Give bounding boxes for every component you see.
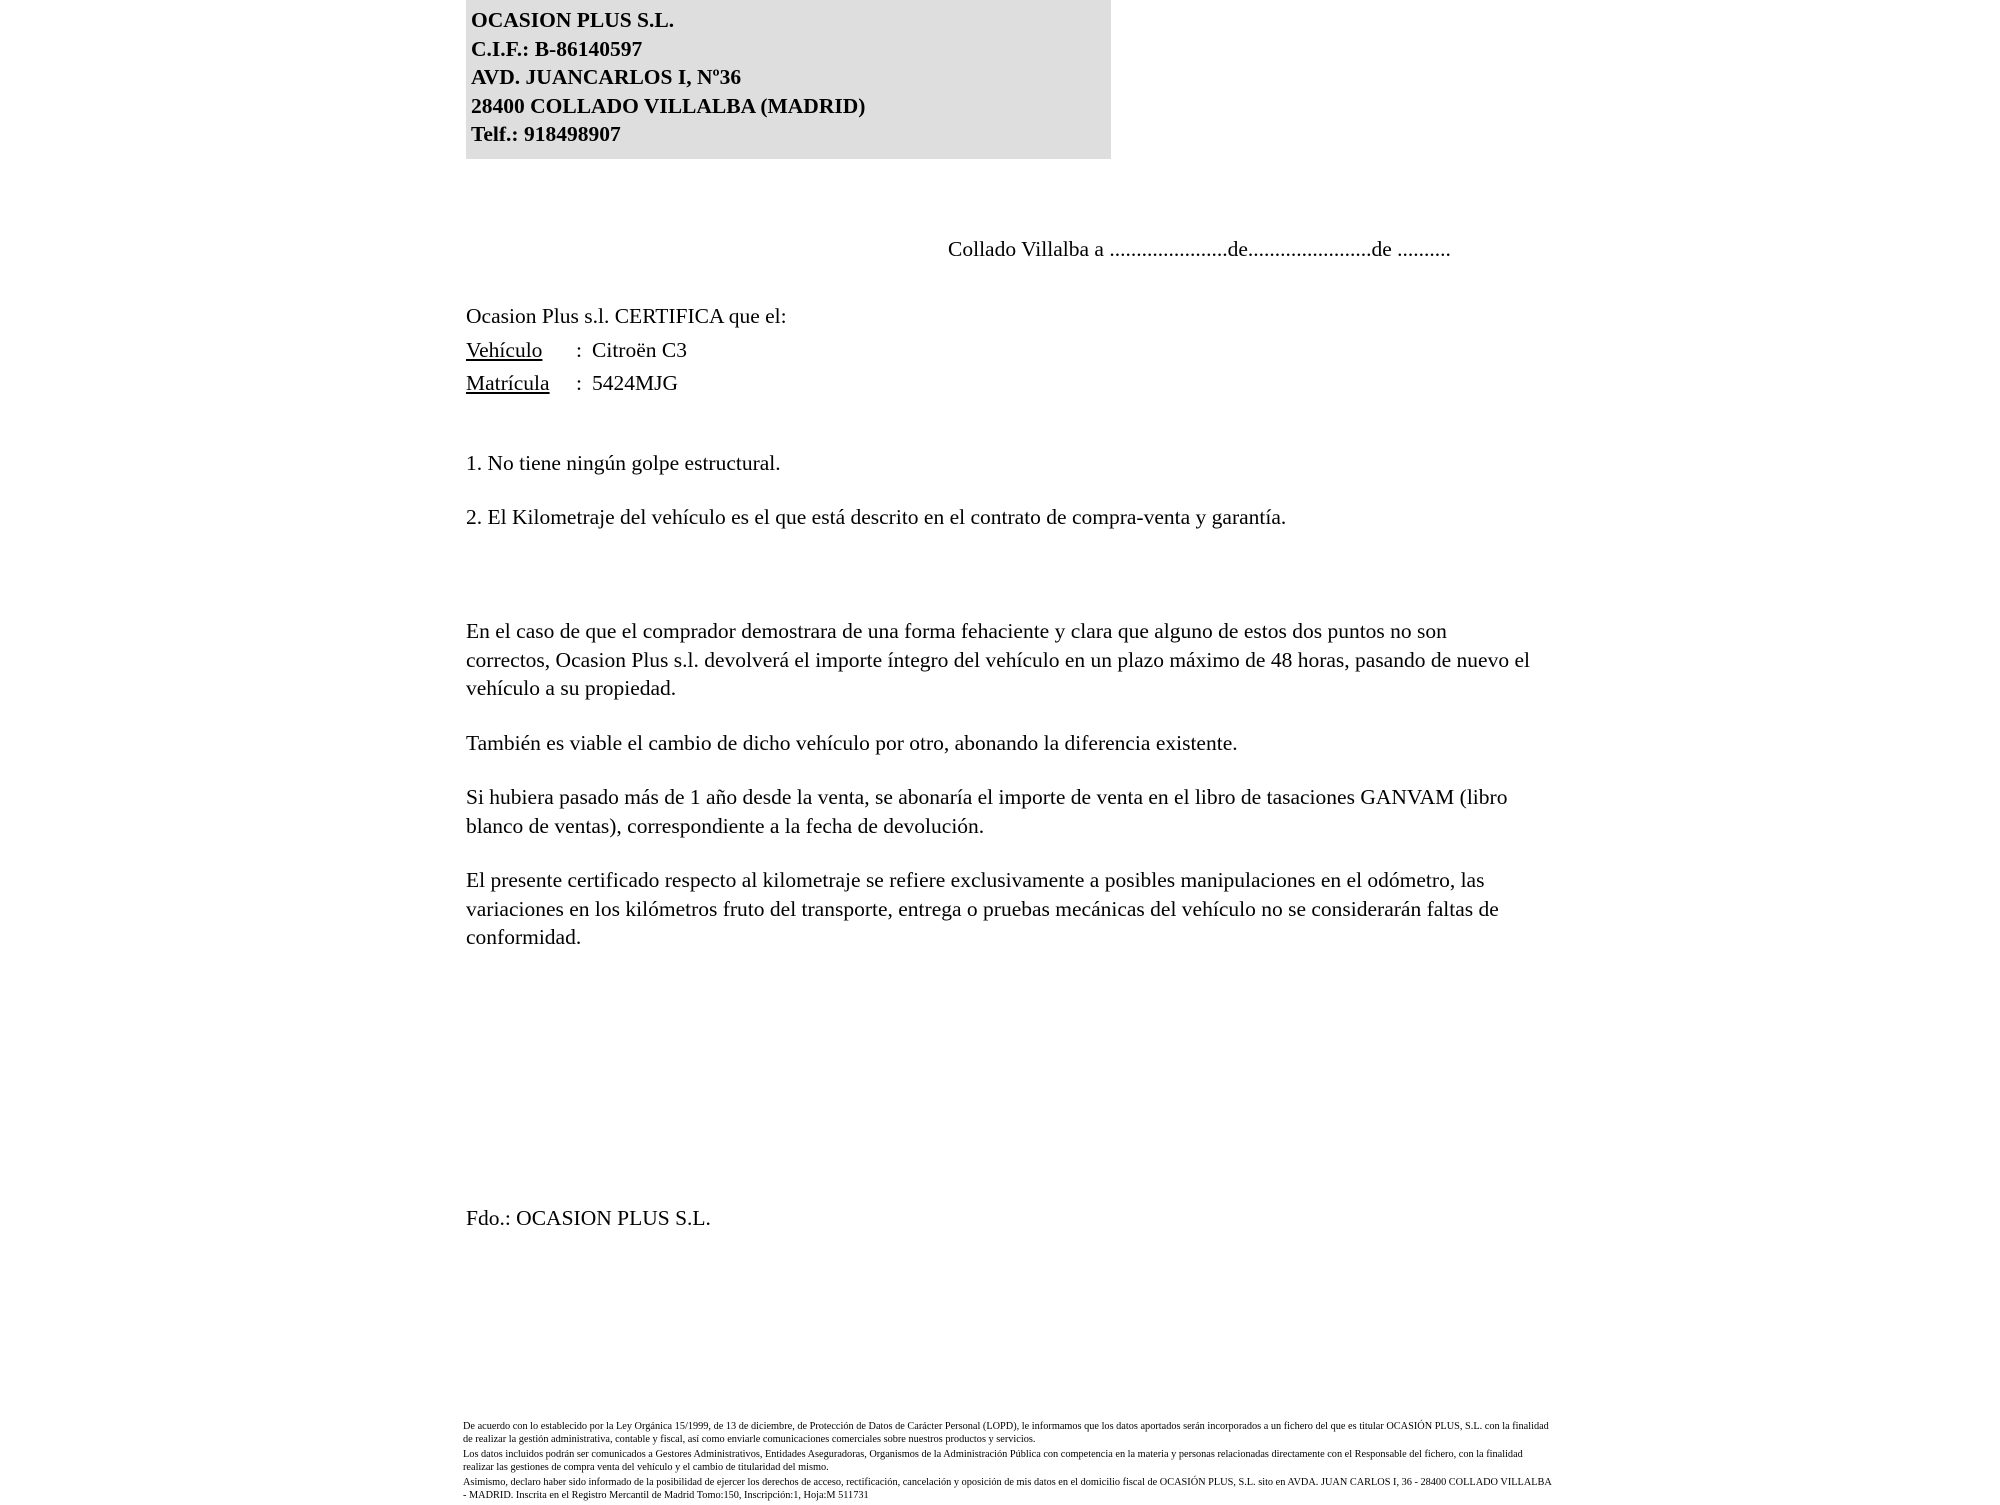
legal-footer-paragraph-3: Asimismo, declaro haber sido informado de la posibilidad de ejercer los derechos de acceso, rectificación, cancelación y oposición de mis datos en el domicilio fiscal de OCASIÓN PLUS, S.L. sito en AVDA. JUAN CARLOS I, 36 - 28400 COLLADO VILLALBA - MADRID. Inscrita en el Registro Mercantil de Madrid Tomo:150, Inscripción:1, Hoja:M 511731 xyxy=(463,1477,1552,1502)
signature-line: Fdo.: OCASION PLUS S.L. xyxy=(466,1206,711,1230)
vehicle-row xyxy=(466,334,787,368)
company-name: OCASION PLUS S.L. xyxy=(471,8,675,32)
legal-footer-paragraph-1: De acuerdo con lo establecido por la Ley Orgánica 15/1999, de 13 de diciembre, de Protección de Datos de Carácter Personal (LOPD), le informamos que los datos aportados serán incorporados a un fichero del que es titular OCASIÓN PLUS, S.L. con la finalidad de realizar la gestión administrativa, contable y fiscal, así como enviarle comunicaciones comerciales sobre nuestros productos y servicios. xyxy=(463,1421,1549,1446)
legal-footer xyxy=(463,1420,1553,1505)
company-city: 28400 COLLADO VILLALBA (MADRID) xyxy=(471,93,866,118)
terms-paragraph-4: El presente certificado respecto al kilometraje se refiere exclusivamente a posibles manipulaciones en el odómetro, las variaciones en los kilómetros fruto del transporte, entrega o pruebas mecánicas del vehículo no se considerarán faltas de conformidad. xyxy=(466,868,1499,949)
plate-row xyxy=(466,367,787,401)
vehicle-separator: : xyxy=(576,337,582,362)
company-phone: Telf.: 918498907 xyxy=(471,122,621,146)
certified-points-list xyxy=(466,450,1286,558)
terms-body xyxy=(466,617,1536,978)
terms-paragraph-1: En el caso de que el comprador demostrara de una forma fehaciente y clara que alguno de estos dos puntos no son correctos, Ocasion Plus s.l. devolverá el importe íntegro del vehículo en un plazo máximo de 48 horas, pasando de nuevo el vehículo a su propiedad. xyxy=(466,619,1530,700)
certification-intro: Ocasion Plus s.l. CERTIFICA que el: xyxy=(466,304,787,328)
certified-point-2: 2. El Kilometraje del vehículo es el que está descrito en el contrato de compra-venta y garantía. xyxy=(466,505,1287,529)
certified-point-1: 1. No tiene ningún golpe estructural. xyxy=(466,451,781,475)
company-street: AVD. JUANCARLOS I, Nº36 xyxy=(471,65,742,89)
vehicle-label: Vehículo xyxy=(466,337,543,362)
plate-separator: : xyxy=(576,371,582,395)
company-cif: C.I.F.: B-86140597 xyxy=(471,36,643,61)
terms-paragraph-3: Si hubiera pasado más de 1 año desde la venta, se abonaría el importe de venta en el libro de tasaciones GANVAM (libro blanco de ventas), correspondiente a la fecha de devolución. xyxy=(466,785,1508,838)
plate-label: Matrícula xyxy=(466,371,550,395)
vehicle-value: Citroën C3 xyxy=(592,337,687,362)
company-letterhead xyxy=(466,0,1111,159)
certification-block xyxy=(466,300,787,401)
plate-value: 5424MJG xyxy=(592,371,679,395)
place-and-date-line: Collado Villalba a ......................de.......................de .......... xyxy=(948,237,1451,261)
legal-footer-paragraph-2: Los datos incluidos podrán ser comunicados a Gestores Administrativos, Entidades Aseguradoras, Organismos de la Administración Pública con competencia en la materia y personas relacionadas directamente con el Responsable del fichero, con la finalidad realizar las gestiones de compra venta del vehículo y el cambio de titularidad del mismo. xyxy=(463,1449,1523,1474)
terms-paragraph-2: También es viable el cambio de dicho vehículo por otro, abonando la diferencia existente. xyxy=(466,730,1238,755)
